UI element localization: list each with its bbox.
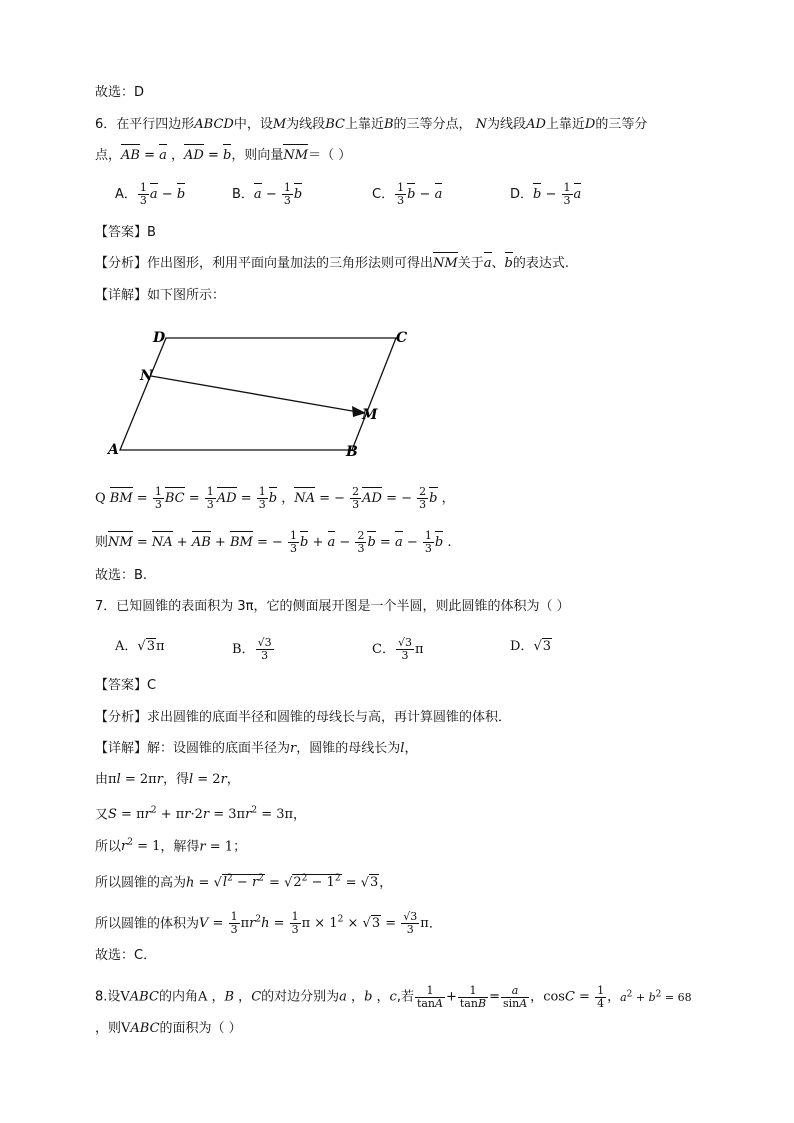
text: ，则 — [95, 1021, 122, 1036]
q7-option-c[interactable]: C． $\frac{√3}{3}$ π — [372, 636, 424, 662]
vector-nm — [151, 376, 358, 412]
text: 上靠近 — [344, 117, 384, 132]
text: A． — [115, 639, 138, 654]
q6-derivation-2: 则NM = NA + AB + BM = − $\frac{1}{3}$ b + a − $\frac{2}{3}$ b = a − $\frac{1}{3}$ b . — [95, 529, 452, 555]
text: 6．在平行四边形 — [95, 117, 195, 132]
text: ， — [226, 772, 240, 787]
text: 由 — [95, 772, 109, 787]
q7-step-1: 由πl = 2πr，得l = 2r， — [95, 772, 240, 787]
q6-detail — [95, 286, 225, 306]
q7-option-d[interactable]: D．√3 — [510, 639, 552, 654]
text: 8.设 — [95, 989, 121, 1005]
text: D． — [510, 639, 534, 654]
q6-option-c[interactable]: C． $\frac{1}{3}$ b − a — [372, 181, 443, 207]
text: ＝（ ） — [308, 148, 352, 163]
analysis-tag: 【分析】 — [95, 710, 148, 725]
text: 所以 — [95, 839, 122, 855]
q7-stem — [95, 597, 570, 617]
text: 如下图所示： — [147, 288, 226, 303]
text: 故选：B. — [95, 568, 148, 583]
label-n: N — [140, 368, 153, 384]
text: ，得 — [162, 772, 189, 787]
text: ，则向量 — [231, 148, 284, 163]
text: 点， — [95, 148, 122, 163]
label-b: B — [346, 444, 358, 460]
q8-stem-line1: 8.设VABC的内角A ，B ，C的对边分别为a ，b ，c,若 $\frac{1}{\tan A}$ + $\frac{1}{\tan B}$ = $\frac{a}{\sin A}$ ，cosC = $\frac{1}{4}$ ，$a^2 + b^2 = 68$ — [95, 983, 692, 1010]
text: 的内角 — [158, 989, 198, 1005]
text: 的三等分 — [595, 117, 648, 132]
choose-c-line — [95, 946, 156, 966]
text: C． — [372, 187, 395, 202]
detail-tag: 【详解】 — [95, 741, 148, 756]
label-d: D — [153, 330, 166, 346]
text: ； — [233, 839, 247, 855]
label-c: C — [396, 330, 408, 346]
label-m: M — [362, 407, 378, 423]
answer-value: B — [147, 225, 156, 240]
text: 为线段 — [286, 117, 326, 132]
q7-option-a[interactable]: A．√3π — [115, 639, 165, 654]
text: 的三等分点， — [393, 117, 472, 132]
q7-step-3: 所以$r^2 = 1$，解得r = 1； — [95, 838, 247, 855]
text: 上靠近 — [545, 117, 585, 132]
text: A． — [115, 187, 137, 202]
q6-option-a[interactable]: A． $\frac{1}{3}$ a − b — [115, 181, 186, 207]
text: B． — [232, 187, 254, 202]
choose-d-line — [95, 83, 144, 103]
q7-analysis — [95, 708, 511, 728]
text: 求出圆锥的底面半径和圆锥的母线长与高，再计算圆锥的体积． — [147, 710, 512, 725]
text: 故选：C． — [95, 948, 157, 963]
q7-detail: 【详解】解：设圆锥的底面半径为r，圆锥的母线长为l， — [95, 741, 418, 756]
text: 的表达式. — [512, 256, 569, 271]
answer-value: C — [147, 678, 157, 693]
q6-option-b[interactable]: B．a − $\frac{1}{3}$ b — [232, 181, 303, 207]
q6-stem-line2: 点，AB = a ，AD = b，则向量NM＝（ ） — [95, 146, 351, 166]
text: 解：设圆锥的底面半径为 — [147, 741, 291, 756]
text: 为线段 — [487, 117, 527, 132]
q8-stem-line2: ，则VABC的面积为（ ） — [95, 1021, 242, 1036]
text: ， — [404, 741, 418, 756]
text: 作出图形，利用平面向量加法的三角形法则可得出 — [147, 256, 434, 271]
answer-tag: 【答案】 — [95, 678, 148, 693]
text: 则 — [95, 535, 109, 550]
text: ,若 — [396, 989, 414, 1005]
q6-answer — [95, 223, 156, 243]
choose-b-line — [95, 566, 147, 586]
text: 所以圆锥的体积为 — [95, 916, 200, 932]
analysis-tag: 【分析】 — [95, 256, 148, 271]
text: 中，设 — [233, 117, 273, 132]
q6-option-d[interactable]: D．b − $\frac{1}{3}$ a — [510, 181, 582, 207]
q7-option-b[interactable]: B． $\frac{√3}{3}$ — [232, 636, 272, 662]
label-a: A — [108, 442, 119, 458]
detail-tag: 【详解】 — [95, 288, 148, 303]
q7-step-4: 所以圆锥的高为$h = √l^2 - r^2 = √2^2 - 1^2 = √3$， — [95, 874, 393, 891]
q7-step-5: 所以圆锥的体积为V = $\frac{1}{3}$ $\pi r^2h$ = $\frac{1}{3}$ $\pi \times 1^2 \times √3$ = $\frac{√3}{3}$ π． — [95, 910, 442, 937]
answer-tag: 【答案】 — [95, 225, 148, 240]
text: 的对边分别为 — [261, 989, 340, 1005]
text: 的面积为（ ） — [159, 1021, 242, 1036]
text: ，解得 — [160, 839, 200, 855]
text: ，圆锥的母线长为 — [296, 741, 401, 756]
text: 故选：D — [95, 85, 145, 100]
text: 所以圆锥的高为 — [95, 875, 187, 891]
q6-analysis: 【分析】作出图形，利用平面向量加法的三角形法则可得出NM关于a、b的表达式. — [95, 254, 569, 274]
q7-answer — [95, 676, 156, 696]
text: 7．已知圆锥的表面积为 3π，它的侧面展开图是一个半圆，则此圆锥的体积为（ ） — [95, 599, 570, 614]
text: 关于 — [457, 256, 484, 271]
text: D． — [510, 187, 534, 202]
q6-derivation-1: Q BM = $\frac{1}{3}$ BC = $\frac{1}{3}$ AD = $\frac{1}{3}$ b ，NA = − $\frac{2}{3}$ AD = − $\frac{2}{3}$ b ， — [95, 485, 455, 511]
text: 又 — [95, 807, 109, 823]
q6-stem-line1: 6．在平行四边形ABCD中，设M为线段BC上靠近B的三等分点， N为线段AD上靠近D的三等分 — [95, 117, 648, 132]
text: C． — [372, 642, 395, 657]
q7-step-2: 又$S = \pi r^2 + \pi r\cdot 2r = 3\pi r^2 = 3\pi$， — [95, 806, 307, 823]
parallelogram-figure — [100, 320, 430, 470]
text: B． — [232, 642, 255, 657]
